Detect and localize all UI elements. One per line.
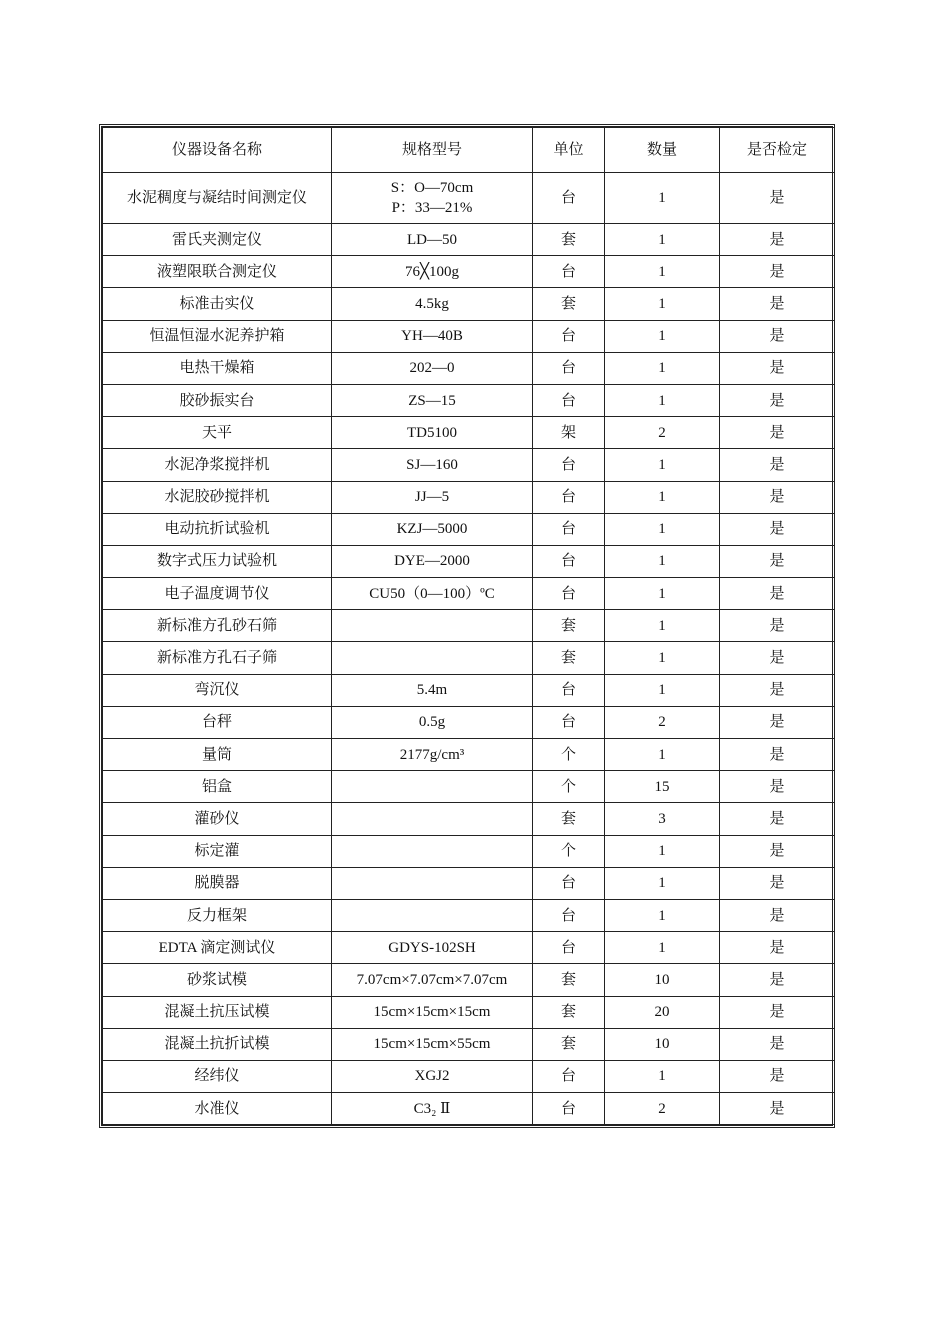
- table-row: [103, 545, 835, 577]
- cell-unit: 台: [533, 384, 605, 416]
- cell-unit: 台: [533, 352, 605, 384]
- cell-quantity: 1: [605, 642, 720, 674]
- cell-certified: 是: [720, 513, 835, 545]
- cell-quantity: 1: [605, 481, 720, 513]
- table-row: [103, 173, 835, 224]
- spec-line-1: S：O—70cm: [390, 180, 474, 196]
- cell-certified: 是: [720, 224, 835, 256]
- cell-equipment-name: 数字式压力试验机: [103, 545, 332, 577]
- cell-equipment-name: 新标准方孔砂石筛: [103, 610, 332, 642]
- cell-quantity: 1: [605, 352, 720, 384]
- cell-equipment-name: 混凝土抗折试模: [103, 1028, 332, 1060]
- cell-unit: 台: [533, 1093, 605, 1125]
- cell-spec-model: 0.5g: [332, 706, 533, 738]
- cell-equipment-name: 电动抗折试验机: [103, 513, 332, 545]
- cell-unit: 套: [533, 803, 605, 835]
- table-row: [103, 835, 835, 867]
- cell-equipment-name: 胶砂振实台: [103, 384, 332, 416]
- cell-certified: 是: [720, 1060, 835, 1092]
- cell-unit: 套: [533, 610, 605, 642]
- cell-quantity: 1: [605, 835, 720, 867]
- cell-quantity: 1: [605, 513, 720, 545]
- cell-unit: 套: [533, 996, 605, 1028]
- cell-certified: 是: [720, 610, 835, 642]
- cell-equipment-name: 电子温度调节仪: [103, 578, 332, 610]
- cell-equipment-name: 标定灌: [103, 835, 332, 867]
- cell-spec-model: 7.07cm×7.07cm×7.07cm: [332, 964, 533, 996]
- cell-unit: 台: [533, 867, 605, 899]
- cell-quantity: 20: [605, 996, 720, 1028]
- table-row: [103, 706, 835, 738]
- cell-spec-model: 15cm×15cm×15cm: [332, 996, 533, 1028]
- cell-quantity: 10: [605, 964, 720, 996]
- cell-certified: 是: [720, 964, 835, 996]
- cell-spec-model: 76╳100g: [332, 256, 533, 288]
- cell-quantity: 1: [605, 867, 720, 899]
- cell-unit: 台: [533, 173, 605, 224]
- cell-spec-model: [332, 835, 533, 867]
- table-row: [103, 1060, 835, 1092]
- cell-unit: 台: [533, 932, 605, 964]
- cell-quantity: 1: [605, 256, 720, 288]
- cell-spec-model: XGJ2: [332, 1060, 533, 1092]
- table-row: [103, 1093, 835, 1125]
- cell-equipment-name: 弯沉仪: [103, 674, 332, 706]
- cell-certified: 是: [720, 932, 835, 964]
- cell-quantity: 2: [605, 417, 720, 449]
- cell-certified: 是: [720, 449, 835, 481]
- cell-spec-model: 4.5kg: [332, 288, 533, 320]
- cell-spec-model: CU50（0—100）ºC: [332, 578, 533, 610]
- cell-spec-model: SJ—160: [332, 449, 533, 481]
- cell-equipment-name: 铝盒: [103, 771, 332, 803]
- header-quantity: 数量: [605, 128, 720, 173]
- cell-unit: 台: [533, 1060, 605, 1092]
- cell-spec-model: 202—0: [332, 352, 533, 384]
- cell-unit: 个: [533, 739, 605, 771]
- cell-quantity: 3: [605, 803, 720, 835]
- cell-equipment-name: 水泥稠度与凝结时间测定仪: [103, 173, 332, 224]
- cell-spec-model: KZJ—5000: [332, 513, 533, 545]
- cell-quantity: 1: [605, 1060, 720, 1092]
- cell-quantity: 1: [605, 932, 720, 964]
- cell-equipment-name: 台秤: [103, 706, 332, 738]
- cell-quantity: 1: [605, 320, 720, 352]
- cell-spec-model: JJ—5: [332, 481, 533, 513]
- cell-spec-model: [332, 173, 533, 224]
- cell-quantity: 10: [605, 1028, 720, 1060]
- cell-quantity: 1: [605, 224, 720, 256]
- cell-quantity: 1: [605, 674, 720, 706]
- cell-quantity: 1: [605, 449, 720, 481]
- cell-equipment-name: 新标准方孔石子筛: [103, 642, 332, 674]
- header-certified: 是否检定: [720, 128, 835, 173]
- cell-spec-model: 5.4m: [332, 674, 533, 706]
- cell-spec-model: 15cm×15cm×55cm: [332, 1028, 533, 1060]
- cell-quantity: 2: [605, 706, 720, 738]
- cell-certified: 是: [720, 867, 835, 899]
- table-row: [103, 320, 835, 352]
- cell-certified: 是: [720, 771, 835, 803]
- cell-equipment-name: 经纬仪: [103, 1060, 332, 1092]
- cell-unit: 台: [533, 674, 605, 706]
- cell-certified: 是: [720, 384, 835, 416]
- cell-quantity: 1: [605, 610, 720, 642]
- cell-equipment-name: 标准击实仪: [103, 288, 332, 320]
- table-row: [103, 803, 835, 835]
- cell-unit: 台: [533, 899, 605, 931]
- cell-quantity: 1: [605, 739, 720, 771]
- table-row: [103, 224, 835, 256]
- cell-spec-model: TD5100: [332, 417, 533, 449]
- cell-quantity: 1: [605, 899, 720, 931]
- cell-certified: 是: [720, 706, 835, 738]
- cell-equipment-name: 水准仪: [103, 1093, 332, 1125]
- cell-unit: 套: [533, 224, 605, 256]
- cell-unit: 个: [533, 771, 605, 803]
- cell-spec-model: DYE—2000: [332, 545, 533, 577]
- cell-spec-model: GDYS-102SH: [332, 932, 533, 964]
- cell-certified: 是: [720, 803, 835, 835]
- table-row: [103, 964, 835, 996]
- cell-unit: 台: [533, 578, 605, 610]
- cell-unit: 个: [533, 835, 605, 867]
- cell-certified: 是: [720, 320, 835, 352]
- cell-certified: 是: [720, 288, 835, 320]
- cell-spec-model: ZS—15: [332, 384, 533, 416]
- header-unit: 单位: [533, 128, 605, 173]
- cell-certified: 是: [720, 352, 835, 384]
- cell-unit: 套: [533, 964, 605, 996]
- table-row: [103, 899, 835, 931]
- cell-certified: 是: [720, 996, 835, 1028]
- cell-unit: 台: [533, 706, 605, 738]
- cell-unit: 台: [533, 545, 605, 577]
- cell-spec-model: C3₂ Ⅱ: [332, 1093, 533, 1125]
- cell-certified: 是: [720, 173, 835, 224]
- cell-quantity: 15: [605, 771, 720, 803]
- header-equipment-name: 仪器设备名称: [103, 128, 332, 173]
- cell-equipment-name: 砂浆试模: [103, 964, 332, 996]
- cell-certified: 是: [720, 899, 835, 931]
- cell-equipment-name: 脱膜器: [103, 867, 332, 899]
- table-row: [103, 352, 835, 384]
- cell-certified: 是: [720, 1028, 835, 1060]
- cell-quantity: 1: [605, 578, 720, 610]
- table-row: [103, 288, 835, 320]
- table-row: [103, 449, 835, 481]
- table-header-row: [103, 128, 835, 173]
- cell-quantity: 1: [605, 288, 720, 320]
- cell-quantity: 1: [605, 173, 720, 224]
- table-row: [103, 578, 835, 610]
- table-row: [103, 996, 835, 1028]
- cell-spec-model: [332, 771, 533, 803]
- table-row: [103, 932, 835, 964]
- cell-certified: 是: [720, 417, 835, 449]
- cell-certified: 是: [720, 578, 835, 610]
- table-row: [103, 610, 835, 642]
- cell-certified: 是: [720, 739, 835, 771]
- cell-unit: 台: [533, 513, 605, 545]
- cell-certified: 是: [720, 642, 835, 674]
- cell-unit: 套: [533, 288, 605, 320]
- cell-quantity: 1: [605, 384, 720, 416]
- cell-quantity: 2: [605, 1093, 720, 1125]
- cell-certified: 是: [720, 835, 835, 867]
- cell-certified: 是: [720, 1093, 835, 1125]
- cell-equipment-name: 水泥净浆搅拌机: [103, 449, 332, 481]
- cell-equipment-name: 雷氏夹测定仪: [103, 224, 332, 256]
- cell-equipment-name: 量筒: [103, 739, 332, 771]
- cell-spec-model: LD—50: [332, 224, 533, 256]
- cell-certified: 是: [720, 256, 835, 288]
- header-spec-model: 规格型号: [332, 128, 533, 173]
- table-row: [103, 256, 835, 288]
- table-row: [103, 417, 835, 449]
- cell-equipment-name: 恒温恒湿水泥养护箱: [103, 320, 332, 352]
- table-row: [103, 1028, 835, 1060]
- cell-spec-model: [332, 610, 533, 642]
- table-row: [103, 513, 835, 545]
- cell-equipment-name: 混凝土抗压试模: [103, 996, 332, 1028]
- cell-unit: 架: [533, 417, 605, 449]
- equipment-table: [102, 127, 835, 1125]
- cell-unit: 台: [533, 320, 605, 352]
- cell-equipment-name: 天平: [103, 417, 332, 449]
- cell-spec-model: 2177g/cm³: [332, 739, 533, 771]
- cell-certified: 是: [720, 481, 835, 513]
- equipment-table-frame: [99, 124, 835, 1128]
- cell-equipment-name: 电热干燥箱: [103, 352, 332, 384]
- cell-certified: 是: [720, 545, 835, 577]
- table-row: [103, 867, 835, 899]
- table-row: [103, 771, 835, 803]
- cell-equipment-name: EDTA 滴定测试仪: [103, 932, 332, 964]
- cell-unit: 套: [533, 1028, 605, 1060]
- cell-quantity: 1: [605, 545, 720, 577]
- cell-certified: 是: [720, 674, 835, 706]
- cell-unit: 台: [533, 481, 605, 513]
- cell-spec-model: [332, 867, 533, 899]
- cell-spec-model: [332, 642, 533, 674]
- cell-spec-model: [332, 803, 533, 835]
- spec-line-2: P：33—21%: [391, 200, 473, 216]
- cell-spec-model: [332, 899, 533, 931]
- cell-unit: 台: [533, 256, 605, 288]
- cell-unit: 套: [533, 642, 605, 674]
- table-body: [103, 173, 835, 1125]
- table-row: [103, 674, 835, 706]
- table-row: [103, 642, 835, 674]
- cell-equipment-name: 液塑限联合测定仪: [103, 256, 332, 288]
- table-row: [103, 384, 835, 416]
- table-row: [103, 739, 835, 771]
- cell-unit: 台: [533, 449, 605, 481]
- cell-equipment-name: 水泥胶砂搅拌机: [103, 481, 332, 513]
- cell-spec-model: YH—40B: [332, 320, 533, 352]
- cell-equipment-name: 灌砂仪: [103, 803, 332, 835]
- cell-equipment-name: 反力框架: [103, 899, 332, 931]
- table-row: [103, 481, 835, 513]
